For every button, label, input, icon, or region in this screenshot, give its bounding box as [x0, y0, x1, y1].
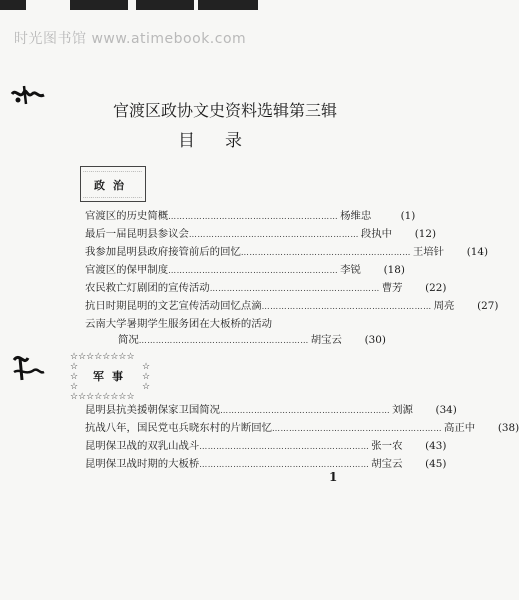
top-rule-mid-1 — [70, 0, 128, 10]
star-border-bottom: ☆☆☆☆☆☆☆☆ — [70, 392, 135, 402]
entry-title: 抗战八年，国民党屯兵晓东村的片断回忆 — [85, 422, 273, 434]
entry-title-continuation: 简况 — [118, 334, 139, 346]
toc-entry[interactable] — [85, 280, 447, 296]
entry-title: 我参加昆明县政府接管前后的回忆 — [85, 246, 241, 258]
toc-entry[interactable] — [85, 456, 447, 472]
entry-title: 云南大学暑期学生服务团在大板桥的活动 — [85, 318, 273, 330]
dot-leader: …………………………………………………… — [272, 424, 443, 433]
dot-leader: …………………………………………………… — [199, 460, 370, 469]
dot-leader: …………………………………………………… — [220, 406, 391, 415]
entry-title: 抗日时期昆明的文艺宣传活动回忆点滴 — [85, 300, 262, 312]
toc-entry[interactable] — [85, 420, 519, 436]
entry-page: (30) — [364, 334, 386, 346]
entry-page: (38) — [497, 422, 519, 434]
ink-mark-icon — [10, 350, 50, 384]
watermark: 时光图书馆 www.atimebook.com — [14, 31, 247, 47]
toc-entry-continuation[interactable] — [118, 332, 386, 348]
toc-entry[interactable] — [85, 402, 457, 418]
entry-author: 段执中 — [360, 228, 393, 240]
star-border-top: ☆☆☆☆☆☆☆☆ — [70, 352, 135, 362]
entry-author: 王培针 — [412, 246, 445, 258]
dot-leader: …………………………………………………… — [188, 230, 359, 239]
entry-page: (1) — [400, 210, 416, 222]
toc-title: 目录 — [178, 131, 272, 151]
entry-title: 昆明县抗美援朝保家卫国简况 — [85, 404, 221, 416]
entry-author: 刘源 — [392, 404, 413, 416]
section-heading-politics — [80, 166, 146, 202]
star-border-right: ☆ ☆ ☆ — [142, 362, 151, 392]
dot-leader: …………………………………………………… — [138, 336, 309, 345]
dot-leader: …………………………………………………… — [209, 284, 380, 293]
section-label: 政治 — [94, 179, 132, 192]
entry-author: 胡宝云 — [371, 458, 403, 470]
dot-leader: …………………………………………………… — [168, 212, 339, 221]
star-border-left: ☆ ☆ ☆ — [70, 362, 79, 392]
book-title: 官渡区政协文史资料选辑第三辑 — [112, 101, 337, 120]
toc-entry[interactable] — [85, 262, 405, 278]
toc-entry[interactable] — [85, 208, 416, 224]
top-rule-right — [198, 0, 258, 10]
dot-leader: …………………………………………………… — [168, 266, 339, 275]
toc-entry[interactable] — [85, 438, 447, 454]
entry-page: (22) — [425, 282, 447, 294]
toc-entry[interactable] — [85, 298, 499, 314]
ink-mark-icon — [10, 80, 50, 110]
entry-author: 李锐 — [340, 264, 361, 276]
top-rule-left — [0, 0, 26, 10]
section-label: 军事 — [93, 370, 131, 383]
entry-page: (27) — [477, 300, 499, 312]
entry-page: (18) — [383, 264, 405, 276]
entry-title: 农民救亡灯剧团的宣传活动 — [85, 282, 210, 294]
entry-title: 昆明保卫战的双乳山战斗 — [85, 440, 200, 452]
toc-entry[interactable] — [85, 316, 355, 332]
entry-author: 高正中 — [444, 422, 476, 434]
entry-page: (14) — [466, 246, 489, 258]
entry-author: 曹芳 — [381, 282, 403, 294]
page-number: 1 — [329, 470, 338, 484]
entry-author: 周亮 — [433, 300, 455, 312]
toc-entry[interactable] — [85, 226, 437, 242]
entry-page: (43) — [425, 440, 447, 452]
border-ornament: ………………………… — [83, 194, 143, 200]
toc-entry[interactable] — [85, 244, 489, 260]
entry-title: 昆明保卫战时期的大板桥 — [85, 458, 200, 470]
dot-leader: …………………………………………………… — [261, 302, 432, 311]
border-ornament: ………………………… — [83, 168, 143, 174]
dot-leader: …………………………………………………… — [240, 248, 411, 257]
entry-page: (45) — [425, 458, 447, 470]
entry-page: (34) — [435, 404, 457, 416]
entry-title: 最后一届昆明县参议会 — [85, 228, 189, 240]
entry-title: 官渡区的保甲制度 — [85, 264, 169, 276]
entry-author: 胡宝云 — [310, 334, 342, 346]
entry-page: (12) — [414, 228, 437, 240]
entry-title: 官渡区的历史简概 — [85, 210, 169, 222]
top-rule-mid-2 — [136, 0, 194, 10]
entry-author: 张一农 — [371, 440, 403, 452]
dot-leader: …………………………………………………… — [199, 442, 370, 451]
entry-author: 杨维忠 — [340, 210, 372, 222]
